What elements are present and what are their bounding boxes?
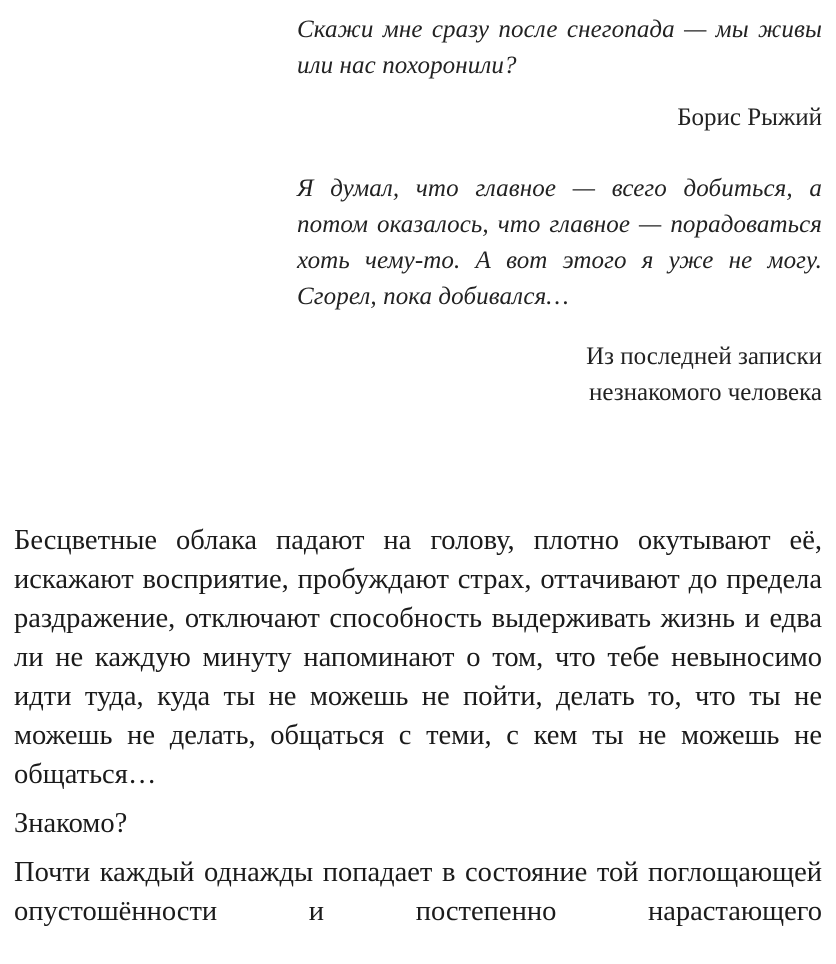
epigraph-last-note — [297, 171, 822, 411]
epigraph-snowfall — [297, 12, 822, 136]
epigraph-quote: Скажи мне сразу после снегопада — мы живы или нас похоронили? — [297, 16, 822, 79]
epigraph-author: Борис Рыжий — [677, 104, 822, 131]
paragraph: Почти каждый однажды попадает в состояние той поглощающей опустошённости и постепенно нарастающего — [14, 857, 822, 927]
epigraph-author — [297, 339, 822, 411]
epigraph-author-line-2: незнакомого человека — [589, 379, 822, 406]
paragraph: Бесцветные облака падают на голову, плотно окутывают её, искажают восприятие, пробуждают страх, оттачивают до предела раздражение, отключают способность выдерживать жизнь и едва ли не каждую минуту напоминают о том, что тебе невыносимо идти туда, куда ты не можешь не пойти, делать то, что ты не можешь не делать, общаться с теми, с кем ты не можешь не общаться… — [14, 525, 822, 790]
epigraph-author-line-1: Из последней записки — [586, 343, 822, 370]
main-text — [14, 521, 822, 931]
epigraph-quote: Я думал, что главное — всего добиться, а потом оказалось, что главное — порадоваться хоть чему-то. А вот этого я уже не могу. Сгорел, пока добивался… — [297, 175, 822, 310]
paragraph: Знакомо? — [14, 808, 128, 839]
